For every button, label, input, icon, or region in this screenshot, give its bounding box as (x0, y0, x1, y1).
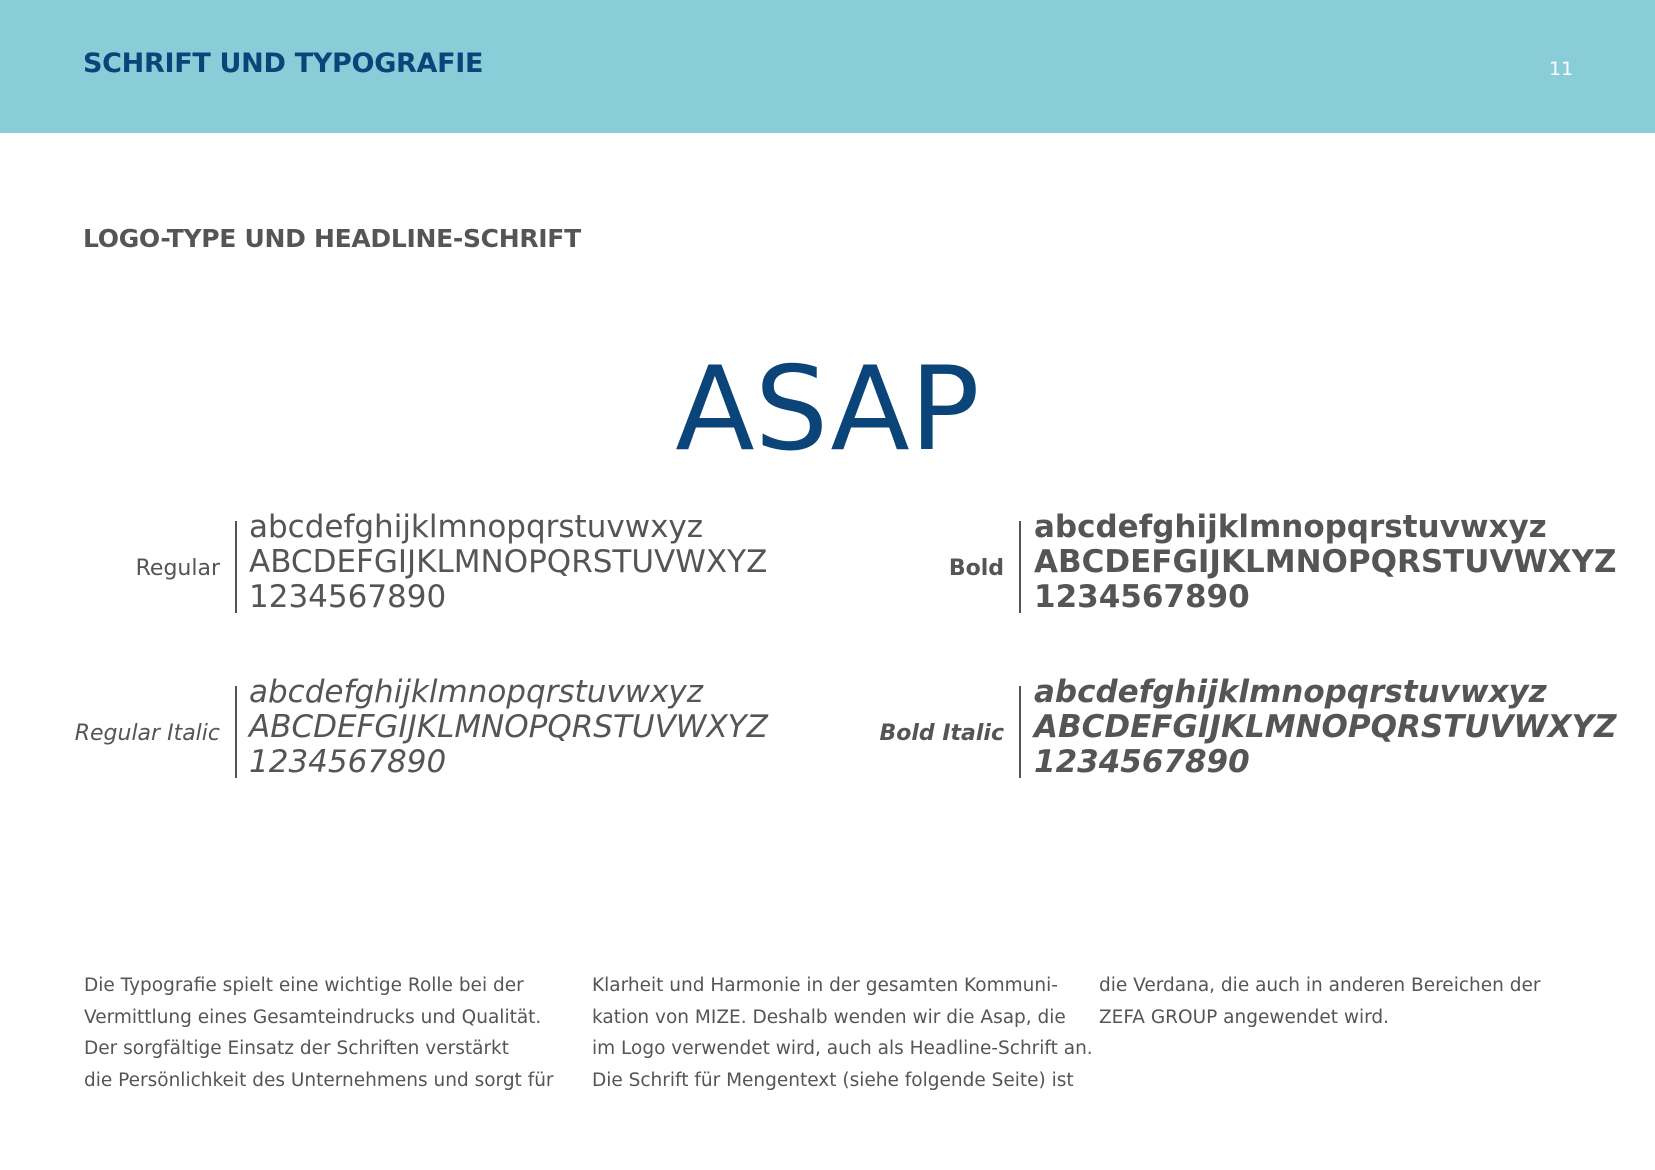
specimen-divider (1019, 521, 1021, 613)
specimen-uppercase: ABCDEFGIJKLMNOPQRSTUVWXYZ (1034, 544, 1617, 580)
specimen-label: Bold (948, 556, 1004, 581)
page-header (0, 0, 1655, 133)
body-line: im Logo verwendet wird, auch als Headline-Schrift an. (592, 1038, 1093, 1059)
body-column-3 (1099, 970, 1540, 1033)
specimen-label: Regular Italic (74, 721, 220, 746)
page-title: SCHRIFT UND TYPOGRAFIE (83, 48, 484, 79)
specimen-label: Bold Italic (879, 721, 1004, 746)
body-column-1 (84, 970, 554, 1096)
specimen-divider (1019, 686, 1021, 778)
specimen-digits: 1234567890 (249, 579, 447, 615)
body-line: Die Typografie spielt eine wichtige Rolle bei der (84, 975, 524, 996)
specimen-lowercase: abcdefghijklmnopqrstuvwxyz (1034, 509, 1547, 545)
specimen-digits: 1234567890 (1034, 579, 1250, 615)
specimen-digits: 1234567890 (249, 744, 447, 780)
page-number: 11 (1549, 58, 1574, 80)
specimen-divider (235, 521, 237, 613)
body-line: Die Schrift für Mengentext (siehe folgende Seite) ist (592, 1069, 1074, 1091)
body-line: Der sorgfältige Einsatz der Schriften verstärkt (84, 1038, 510, 1059)
specimen-lowercase: abcdefghijklmnopqrstuvwxyz (1034, 674, 1547, 710)
body-line: die Verdana, die auch in anderen Bereichen der (1099, 975, 1541, 996)
specimen-label: Regular (135, 556, 220, 581)
specimen-lowercase: abcdefghijklmnopqrstuvwxyz (249, 674, 704, 710)
body-column-2 (592, 970, 1093, 1096)
specimen-uppercase: ABCDEFGIJKLMNOPQRSTUVWXYZ (249, 544, 768, 580)
body-line: Vermittlung eines Gesamteindrucks und Qualität. (84, 1006, 542, 1028)
specimen-divider (235, 686, 237, 778)
body-line: kation von MIZE. Deshalb wenden wir die Asap, die (592, 1006, 1066, 1028)
specimen-digits: 1234567890 (1034, 744, 1250, 780)
section-heading: LOGO-TYPE UND HEADLINE-SCHRIFT (83, 224, 581, 253)
specimen-uppercase: ABCDEFGIJKLMNOPQRSTUVWXYZ (1034, 709, 1617, 745)
body-line: ZEFA GROUP angewendet wird. (1099, 1006, 1390, 1028)
font-name: ASAP (675, 342, 980, 477)
specimen-uppercase: ABCDEFGIJKLMNOPQRSTUVWXYZ (249, 709, 768, 745)
body-line: Klarheit und Harmonie in der gesamten Kommuni- (592, 975, 1058, 996)
body-line: die Persönlichkeit des Unternehmens und sorgt für (84, 1069, 554, 1091)
specimen-lowercase: abcdefghijklmnopqrstuvwxyz (249, 509, 704, 545)
font-name-display (0, 342, 1655, 477)
